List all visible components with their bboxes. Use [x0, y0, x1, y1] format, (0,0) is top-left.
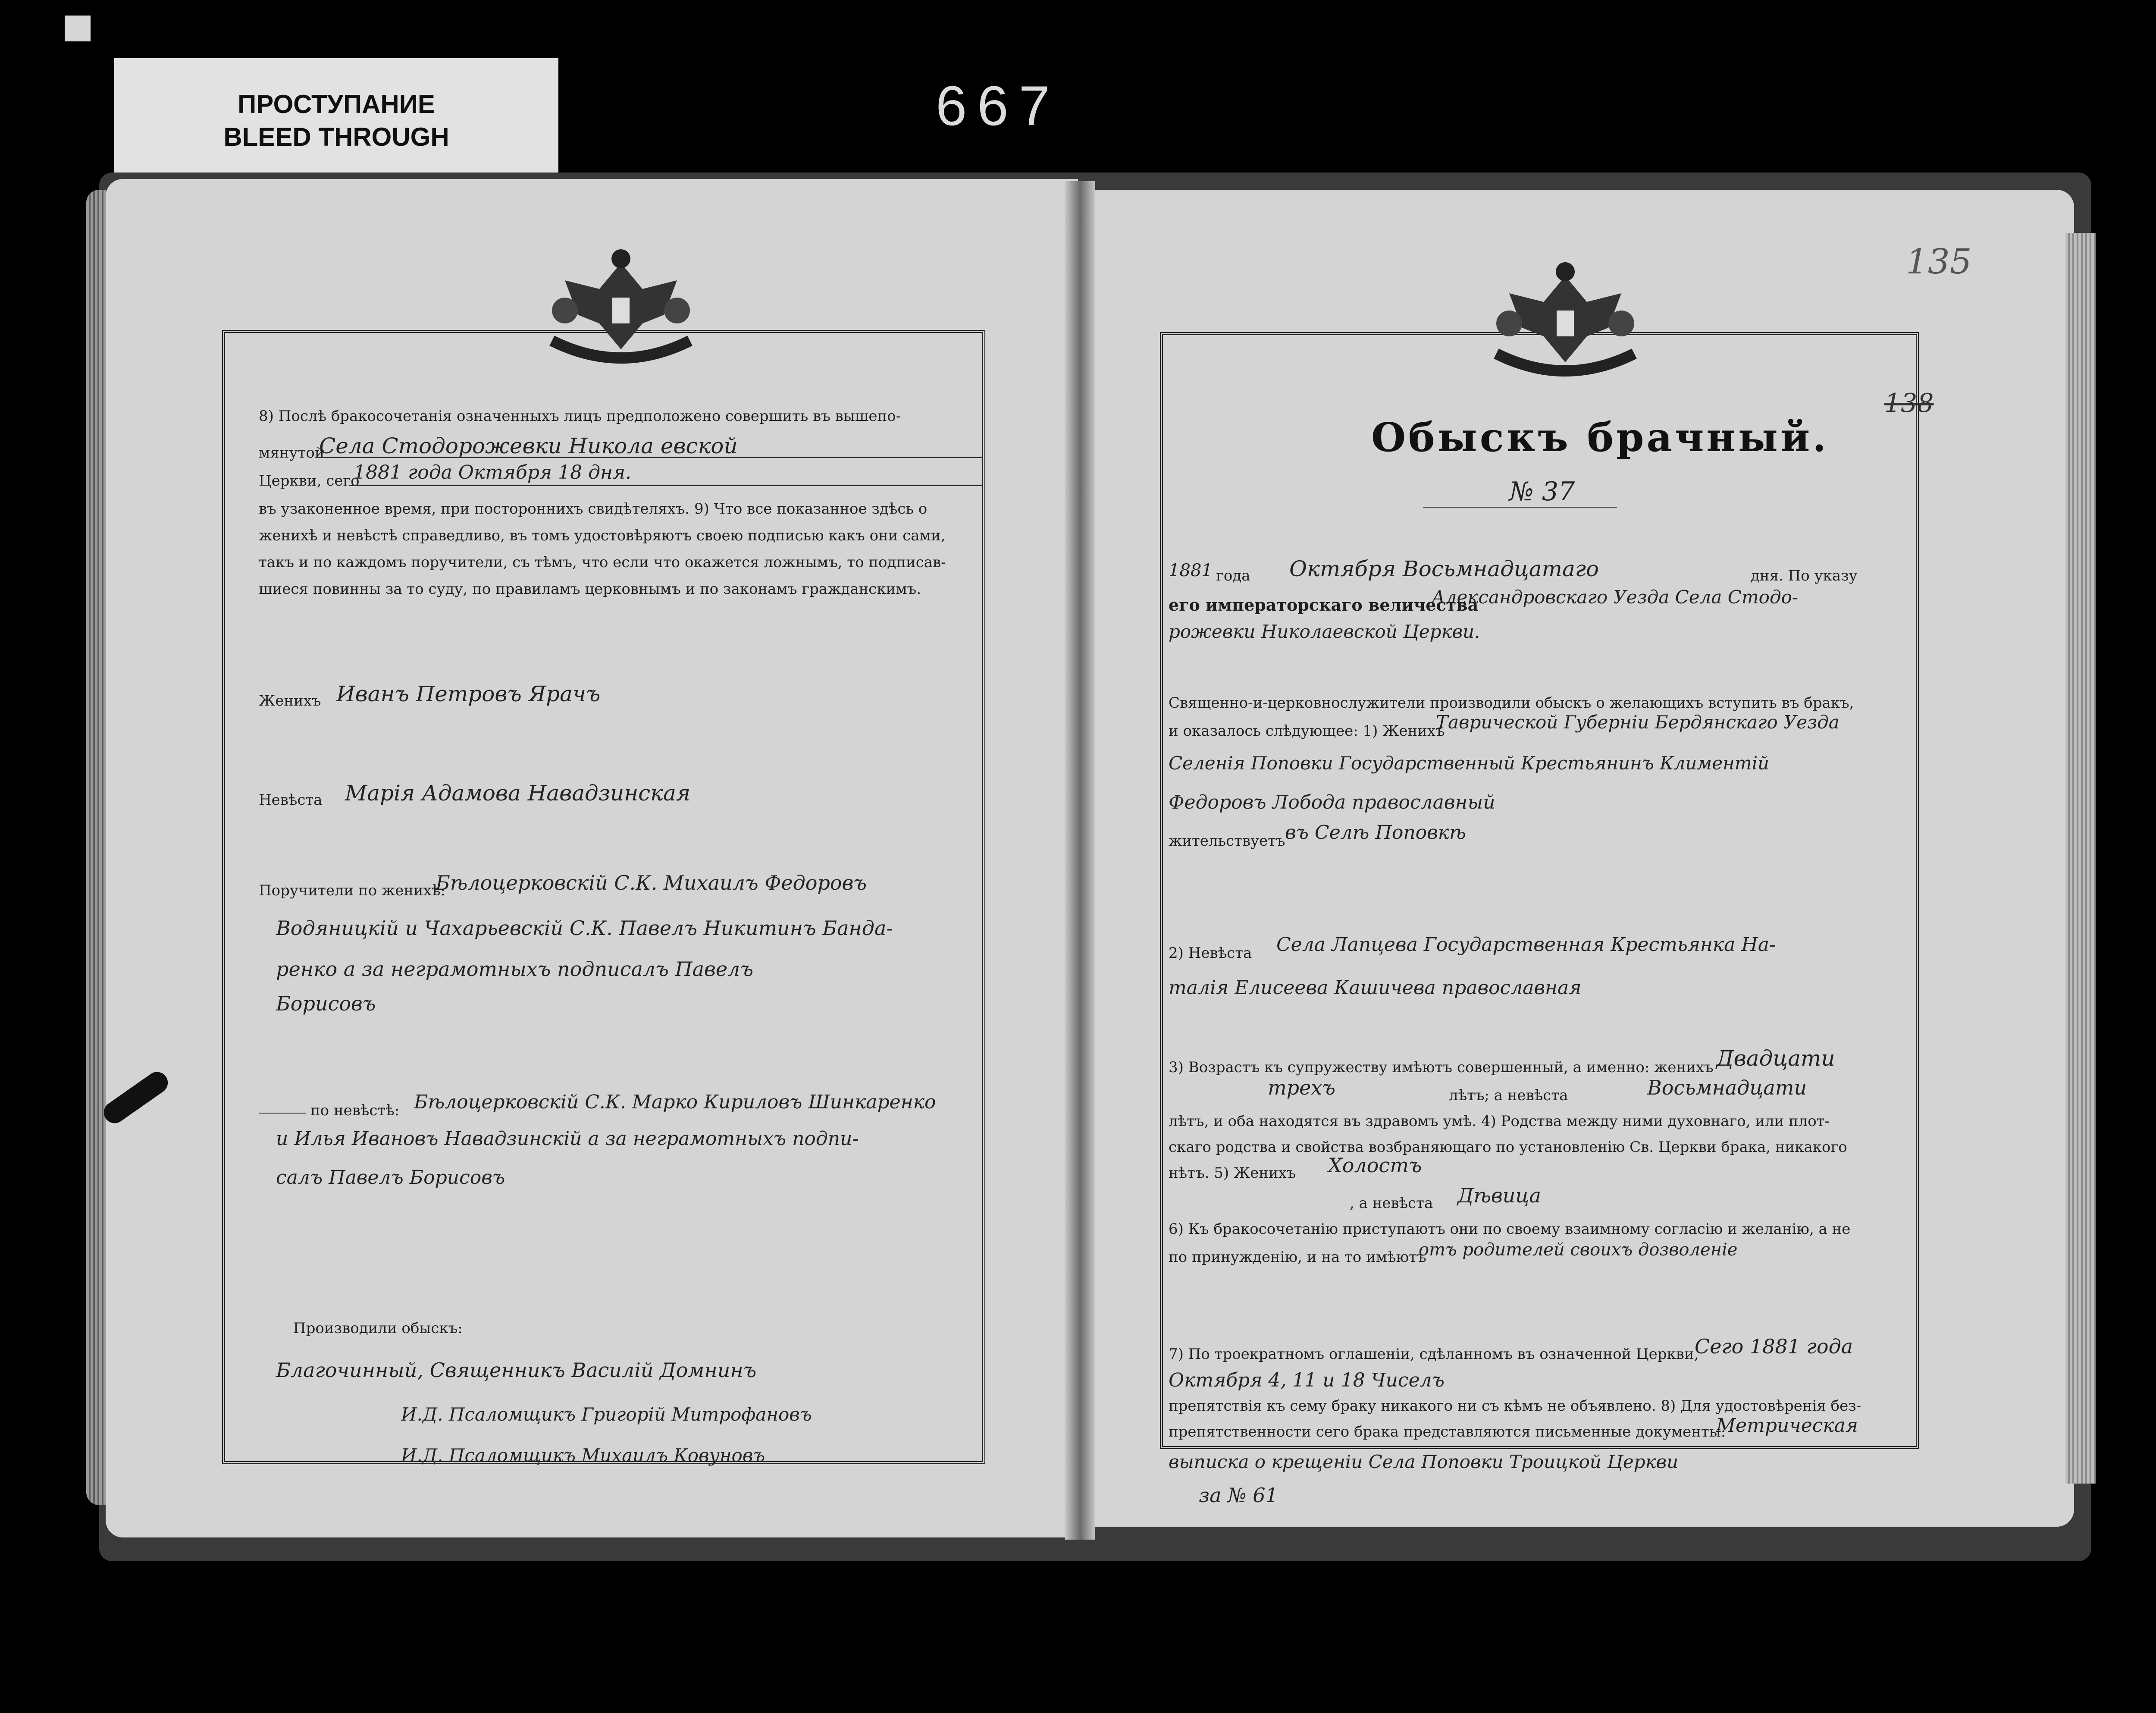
bride-origin-handwritten-2: талія Елисеева Кашичева православная [1169, 977, 1582, 999]
age-line-d: скаго родства и свойства возбраняющаго по установленію Св. Церкви брака, никакого [1169, 1139, 1847, 1156]
bride-label-right: 2) Невѣста [1169, 944, 1252, 962]
age-line-e: нѣтъ. 5) Женихъ [1169, 1164, 1296, 1182]
clause-8-line-c: Церкви, сего [259, 472, 360, 489]
groom-label: Женихъ [259, 692, 321, 709]
conducted-label: Производили обыскъ: [293, 1320, 463, 1337]
bride-guarantors-line-1: Бѣлоцерковскій С.К. Марко Кириловъ Шинкаренко [414, 1091, 936, 1113]
bleed-through-label [114, 58, 558, 183]
bride-label: Невѣста [259, 791, 323, 809]
order-handwritten-2: рожевки Николаевской Церкви. [1169, 621, 1480, 642]
corner-number: 138 [1884, 388, 1934, 418]
clause-8-line-b: мянутой [259, 444, 325, 461]
bride-guarantors-label: по невѣстѣ: [310, 1102, 400, 1119]
conducted-line-1: Благочинный, Священникъ Василій Домнинъ [276, 1358, 757, 1382]
groom-status-handwritten: Холостъ [1328, 1154, 1422, 1177]
bride-status-handwritten: Дѣвица [1457, 1184, 1541, 1207]
book-gutter [1065, 181, 1095, 1540]
consent-line-a: 6) Къ бракосочетанію приступаютъ они по своему взаимному согласію и желанію, а не [1169, 1220, 1851, 1238]
groom-origin-handwritten-3: Федоровъ Лобода православный [1169, 791, 1495, 813]
age-line-b: лѣтъ; а невѣста [1449, 1087, 1568, 1104]
fill-line [349, 485, 983, 486]
clergy-line-a: Священно-и-церковнослужители производили обыскъ о желающихъ вступить въ бракъ, [1169, 694, 1854, 712]
groom-age-handwritten-1: Двадцати [1716, 1046, 1835, 1071]
documents-handwritten-3: за № 61 [1199, 1484, 1278, 1507]
clause-8-line-g: шиеся повинны за то суду, по правиламъ церковнымъ и по законамъ гражданскимъ. [259, 580, 921, 598]
age-line-c: лѣтъ, и оба находятся въ здравомъ умѣ. 4) Родства между ними духовнаго, или плот- [1169, 1113, 1830, 1130]
groom-guarantors-line-4: Борисовъ [276, 992, 376, 1015]
banns-date-handwritten-1: Сего 1881 года [1695, 1335, 1853, 1358]
bride-age-handwritten: Восьмнадцати [1647, 1076, 1807, 1099]
imperial-eagle-crest-icon [539, 246, 703, 371]
clause-8-line-d: въ узаконенное время, при постороннихъ свидѣтеляхъ. 9) Что все показанное здѣсь о [259, 500, 928, 518]
order-label: его императорскаго величества [1169, 595, 1479, 615]
imperial-eagle-crest-icon [1483, 259, 1647, 384]
residence-label: жительствуетъ [1169, 832, 1285, 850]
document-title: Обыскъ брачный. [1371, 414, 1829, 461]
groom-age-handwritten-2: трехъ [1268, 1076, 1335, 1099]
fill-line [315, 457, 983, 458]
clause-8-line-e: женихѣ и невѣстѣ справедливо, въ томъ удостовѣряютъ своею подписью какъ они сами, [259, 527, 946, 544]
date-label: года [1216, 567, 1250, 584]
groom-origin-handwritten-2: Селенія Поповки Государственный Крестьянинъ Климентій [1169, 753, 1770, 774]
date-handwritten: Октября Восьмнадцатаго [1289, 556, 1599, 581]
record-number-handwritten: № 37 [1509, 477, 1575, 507]
date-tail: дня. По указу [1751, 567, 1858, 584]
documents-handwritten-1: Метрическая [1716, 1415, 1858, 1437]
year-handwritten: 1881 [1169, 561, 1213, 580]
bride-guarantors-line-2: и Илья Ивановъ Навадзинскій а за неграмотныхъ подпи- [276, 1128, 859, 1150]
groom-guarantors-line-3: ренко а за неграмотныхъ подписалъ Павелъ [276, 957, 753, 981]
residence-handwritten: въ Селѣ Поповкѣ [1285, 822, 1466, 844]
clergy-line-b: и оказалось слѣдующее: 1) Женихъ [1169, 722, 1445, 740]
banns-line-a: 7) По троекратномъ оглашеніи, сдѣланномъ въ означенной Церкви, [1169, 1346, 1699, 1363]
wedding-date-handwritten: 1881 года Октября 18 дня. [354, 461, 632, 483]
clause-8-line-a: 8) Послѣ бракосочетанія означенныхъ лицъ предположено совершить въ вышепо- [259, 408, 901, 425]
groom-guarantors-label: Поручители по женихѣ: [259, 882, 445, 899]
bleed-label-english: BLEED THROUGH [223, 122, 449, 151]
clause-8-line-f: такъ и по каждомъ поручители, съ тѣмъ, что если что окажется ложнымъ, то подписав- [259, 554, 946, 571]
conducted-line-3: И.Д. Псаломщикъ Михаилъ Ковуновъ [401, 1445, 765, 1466]
banns-line-b: препятствія къ сему браку никакого ни съ кѣмъ не объявлено. 8) Для удостовѣренія без- [1169, 1397, 1861, 1415]
consent-line-b: по принужденію, и на то имѣютъ [1169, 1249, 1426, 1266]
order-handwritten-1: Александровскаго Уезда Села Стодо- [1432, 587, 1799, 608]
consent-handwritten: отъ родителей своихъ дозволеніе [1419, 1240, 1738, 1260]
film-marker [65, 16, 91, 41]
number-underline [1423, 507, 1617, 508]
groom-guarantors-line-1: Бѣлоцерковскій С.К. Михаилъ Федоровъ [436, 871, 867, 894]
documents-handwritten-2: выписка о крещеніи Села Поповки Троицкой Церкви [1169, 1451, 1679, 1472]
banns-line-c: препятственности сего брака представляются письменные документы: [1169, 1423, 1726, 1440]
groom-guarantors-line-2: Водяницкій и Чахарьевскій С.К. Павелъ Никитинъ Банда- [276, 916, 893, 940]
conducted-line-2: И.Д. Псаломщикъ Григорій Митрофановъ [401, 1404, 812, 1425]
right-page-edges [2065, 233, 2096, 1484]
page-number: 135 [1906, 242, 1972, 282]
bleed-label-russian: ПРОСТУПАНИЕ [238, 90, 435, 119]
bride-guarantors-line-3: салъ Павелъ Борисовъ [276, 1167, 505, 1189]
dash-line [259, 1113, 306, 1114]
church-handwritten: Села Стодорожевки Никола евской [319, 433, 738, 458]
bride-name-handwritten: Марія Адамова Навадзинская [345, 781, 690, 806]
bride-origin-handwritten-1: Села Лапцева Государственная Крестьянка На- [1276, 934, 1776, 956]
groom-name-handwritten: Иванъ Петровъ Ярачъ [336, 681, 601, 706]
groom-origin-handwritten-1: Таврической Губерніи Бердянскаго Уезда [1436, 712, 1839, 733]
banns-date-handwritten-2: Октября 4, 11 и 18 Чиселъ [1169, 1369, 1445, 1391]
age-line-a: 3) Возрастъ къ супружеству имѣютъ совершенный, а именно: женихъ [1169, 1059, 1714, 1076]
bride-status-label: , а невѣста [1350, 1195, 1433, 1212]
folio-number: 667 [936, 74, 1060, 137]
